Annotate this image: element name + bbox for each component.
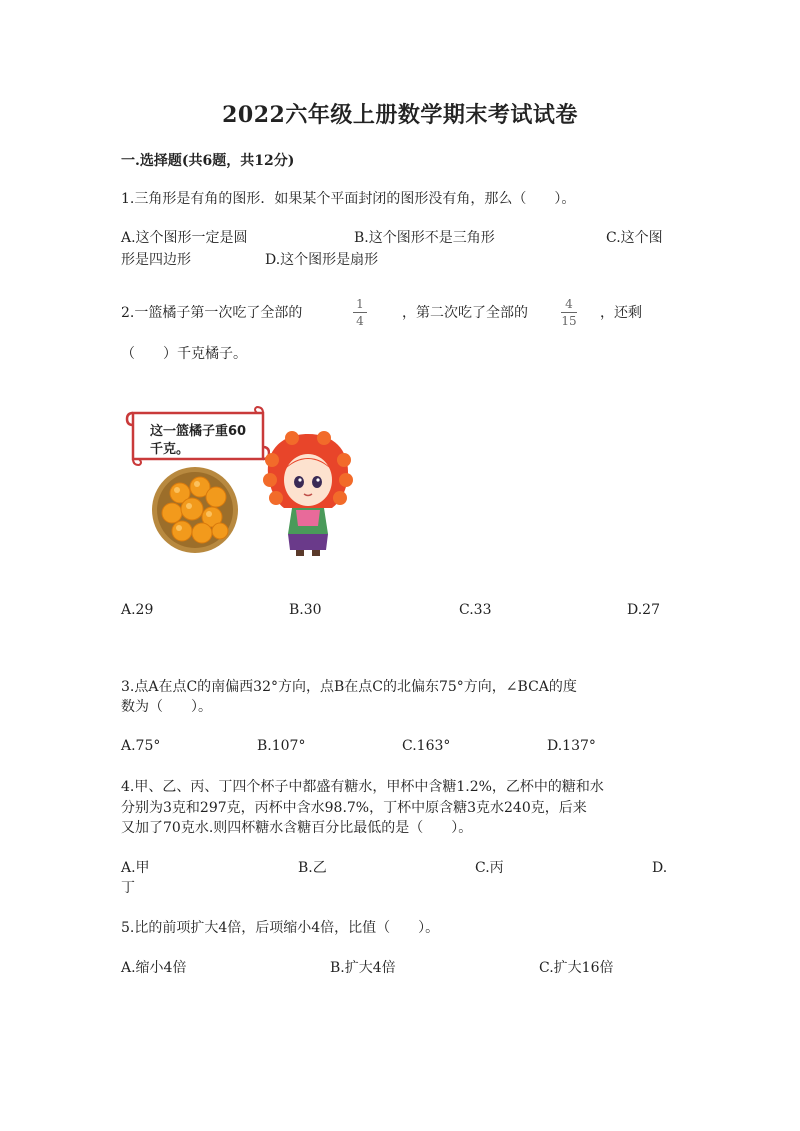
q2-option-b: B.30	[289, 602, 322, 618]
q4-option-d-cont: 丁	[121, 880, 135, 896]
fraction-four-fifteenths	[561, 297, 577, 328]
fraction-bar	[353, 312, 367, 313]
q4-option-a: A.甲	[121, 860, 150, 876]
q3-option-d: D.137°	[547, 738, 596, 754]
q2-option-d: D.27	[627, 602, 660, 618]
speech-bubble-line-2: 千克。	[150, 442, 190, 457]
q4-option-d: D.	[652, 860, 668, 876]
question-1: 1.三角形是有角的图形．如果某个平面封闭的图形没有角，那么（ ）。	[121, 191, 576, 207]
fraction-denominator: 4	[356, 314, 364, 328]
q4-option-c: C.丙	[475, 860, 504, 876]
question-2-text-c: ，还剩	[600, 305, 642, 321]
question-4-line-1: 4.甲、乙、丙、丁四个杯子中都盛有糖水，甲杯中含糖1.2%，乙杯中的糖和水	[121, 779, 604, 795]
question-2-text-b: ，第二次吃了全部的	[402, 305, 528, 321]
question-2-text-a: 2.一篮橘子第一次吃了全部的	[121, 305, 303, 321]
q1-option-b: B.这个图形不是三角形	[354, 230, 495, 246]
q1-option-d: D.这个图形是扇形	[265, 252, 379, 268]
q5-option-c: C.扩大16倍	[539, 960, 614, 976]
q3-option-a: A.75°	[121, 738, 161, 754]
fraction-numerator: 1	[356, 297, 364, 311]
q3-option-c: C.163°	[402, 738, 451, 754]
q1-option-a: A.这个图形一定是圆	[121, 230, 248, 246]
q5-option-a: A.缩小4倍	[121, 960, 187, 976]
q5-option-b: B.扩大4倍	[330, 960, 396, 976]
girl-character-icon	[262, 430, 354, 558]
question-5: 5.比的前项扩大4倍，后项缩小4倍，比值（ ）。	[121, 920, 440, 936]
q1-option-c: C.这个图	[606, 230, 663, 246]
question-4-line-2: 分别为3克和297克，丙杯中含水98.7%，丁杯中原含糖3克水240克，后来	[121, 800, 587, 816]
fraction-numerator: 4	[565, 297, 573, 311]
orange-basket-icon	[150, 465, 240, 555]
question-3-line-2: 数为（ ）。	[121, 699, 212, 715]
question-3-line-1: 3.点A在点C的南偏西32°方向，点B在点C的北偏东75°方向，∠BCA的度	[121, 679, 577, 695]
question-4-line-3: 又加了70克水.则四杯糖水含糖百分比最低的是（ ）。	[121, 820, 473, 836]
question-2-line-2: （ ）千克橘子。	[121, 346, 247, 362]
q1-option-c-cont: 形是四边形	[121, 252, 191, 268]
q2-option-a: A.29	[121, 602, 154, 618]
fraction-denominator: 15	[561, 314, 577, 328]
q2-option-c: C.33	[459, 602, 492, 618]
q4-option-b: B.乙	[298, 860, 327, 876]
fraction-one-quarter	[353, 297, 367, 328]
speech-bubble-line-1: 这一篮橘子重60	[150, 424, 247, 439]
page-title: 2022六年级上册数学期末考试试卷	[222, 102, 578, 128]
fraction-bar	[561, 312, 577, 313]
q3-option-b: B.107°	[257, 738, 306, 754]
section-heading: 一.选择题(共6题，共12分)	[121, 153, 295, 169]
